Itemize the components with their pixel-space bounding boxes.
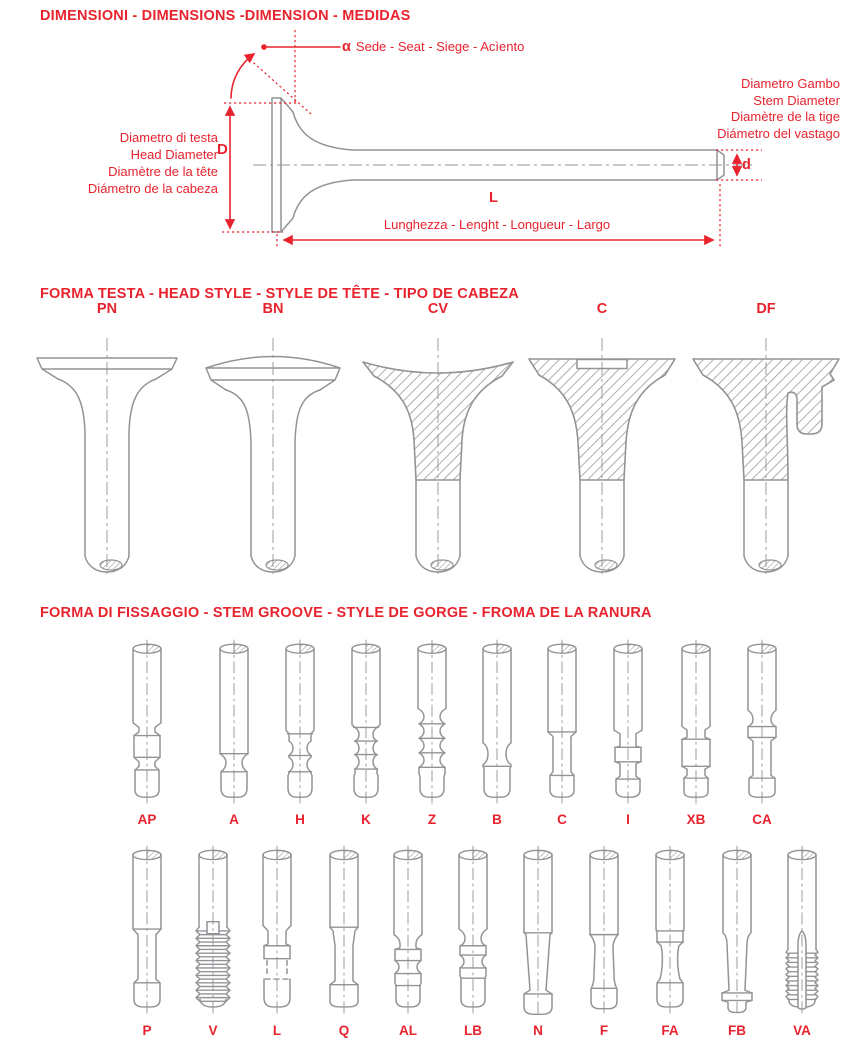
stem-groove-label-b: B xyxy=(492,812,502,827)
stem-groove-figure-v xyxy=(185,842,241,1023)
head-diameter-line: Head Diameter xyxy=(130,147,218,162)
seat-label-text: Sede - Seat - Siege - Acìento xyxy=(355,39,525,54)
length-label: Lunghezza - Lenght - Longueur - Largo xyxy=(383,217,611,232)
section-title-stem-groove: FORMA DI FISSAGGIO - STEM GROOVE - STYLE DE GORGE - FROMA DE LA RANURA xyxy=(40,605,652,621)
stem-groove-figure-ca xyxy=(734,636,790,813)
stem-diameter-line: Diámetro del vastago xyxy=(717,125,840,141)
stem-groove-figure-k xyxy=(338,636,394,813)
dim-letter-D: D xyxy=(217,141,228,158)
stem-groove-label-v: V xyxy=(208,1023,218,1038)
stem-groove-figure-fa xyxy=(642,842,698,1023)
stem-groove-figure-fb xyxy=(709,842,765,1023)
stem-groove-figure-c xyxy=(534,636,590,813)
stem-groove-figure-ap xyxy=(119,636,175,813)
stem-groove-label-fa: FA xyxy=(661,1023,679,1038)
stem-groove-label-q: Q xyxy=(338,1023,350,1038)
head-style-label-c: C xyxy=(596,301,608,317)
stem-groove-figure-al xyxy=(380,842,436,1023)
head-style-figure-pn xyxy=(22,332,192,587)
head-style-figure-cv xyxy=(353,332,523,587)
stem-groove-figure-p xyxy=(119,842,175,1023)
dim-letter-L: L xyxy=(489,190,498,206)
stem-groove-label-ap: AP xyxy=(137,812,157,827)
stem-groove-figure-f xyxy=(576,842,632,1023)
stem-groove-figure-a xyxy=(206,636,262,813)
stem-groove-label-p: P xyxy=(142,1023,152,1038)
stem-groove-figure-lb xyxy=(445,842,501,1023)
seat-angle-label xyxy=(342,39,524,55)
stem-diameter-label xyxy=(717,76,840,142)
stem-groove-label-h: H xyxy=(295,812,305,827)
head-style-label-cv: CV xyxy=(427,301,449,317)
stem-groove-label-va: VA xyxy=(793,1023,811,1038)
section-title-head-style: FORMA TESTA - HEAD STYLE - STYLE DE TÊTE - TIPO DE CABEZA xyxy=(40,286,519,302)
stem-groove-figure-i xyxy=(600,636,656,813)
stem-groove-figure-l xyxy=(249,842,305,1023)
stem-groove-label-al: AL xyxy=(399,1023,417,1038)
stem-groove-label-c: C xyxy=(557,812,567,827)
stem-groove-figure-q xyxy=(316,842,372,1023)
stem-groove-label-xb: XB xyxy=(686,812,706,827)
stem-groove-label-k: K xyxy=(361,812,371,827)
dim-letter-d: d xyxy=(742,157,751,173)
head-style-figure-c xyxy=(517,332,687,587)
head-style-label-bn: BN xyxy=(262,301,284,317)
stem-groove-label-a: A xyxy=(229,812,239,827)
stem-groove-label-fb: FB xyxy=(728,1023,746,1038)
stem-groove-figure-z xyxy=(404,636,460,813)
section-title-dimensions: DIMENSIONI - DIMENSIONS -DIMENSION - MEDIDAS xyxy=(40,8,411,24)
stem-diameter-line: Diamètre de la tige xyxy=(730,109,840,124)
stem-groove-figure-b xyxy=(469,636,525,813)
head-style-figure-bn xyxy=(188,332,358,587)
stem-groove-label-l: L xyxy=(272,1023,282,1038)
head-diameter-line: Diámetro de la cabeza xyxy=(87,181,218,196)
stem-groove-label-i: I xyxy=(626,812,630,827)
head-diameter-line: Diametro di testa xyxy=(119,130,218,145)
stem-groove-label-f: F xyxy=(599,1023,609,1038)
alpha-symbol: α xyxy=(342,39,351,55)
stem-groove-label-z: Z xyxy=(427,812,437,827)
stem-groove-figure-n xyxy=(510,842,566,1023)
stem-groove-label-n: N xyxy=(533,1023,543,1038)
head-style-label-pn: PN xyxy=(96,301,118,317)
head-diameter-line: Diamètre de la tête xyxy=(108,164,218,179)
stem-groove-figure-va xyxy=(774,842,830,1023)
head-diameter-label xyxy=(88,129,218,197)
stem-diameter-line: Stem Diameter xyxy=(753,92,840,108)
stem-groove-figure-xb xyxy=(668,636,724,813)
stem-groove-figure-h xyxy=(272,636,328,813)
stem-groove-label-lb: LB xyxy=(464,1023,482,1038)
head-style-label-df: DF xyxy=(756,301,776,317)
stem-diameter-line: Diametro Gambo xyxy=(741,76,840,91)
head-style-figure-df xyxy=(681,332,851,587)
stem-groove-label-ca: CA xyxy=(752,812,772,827)
